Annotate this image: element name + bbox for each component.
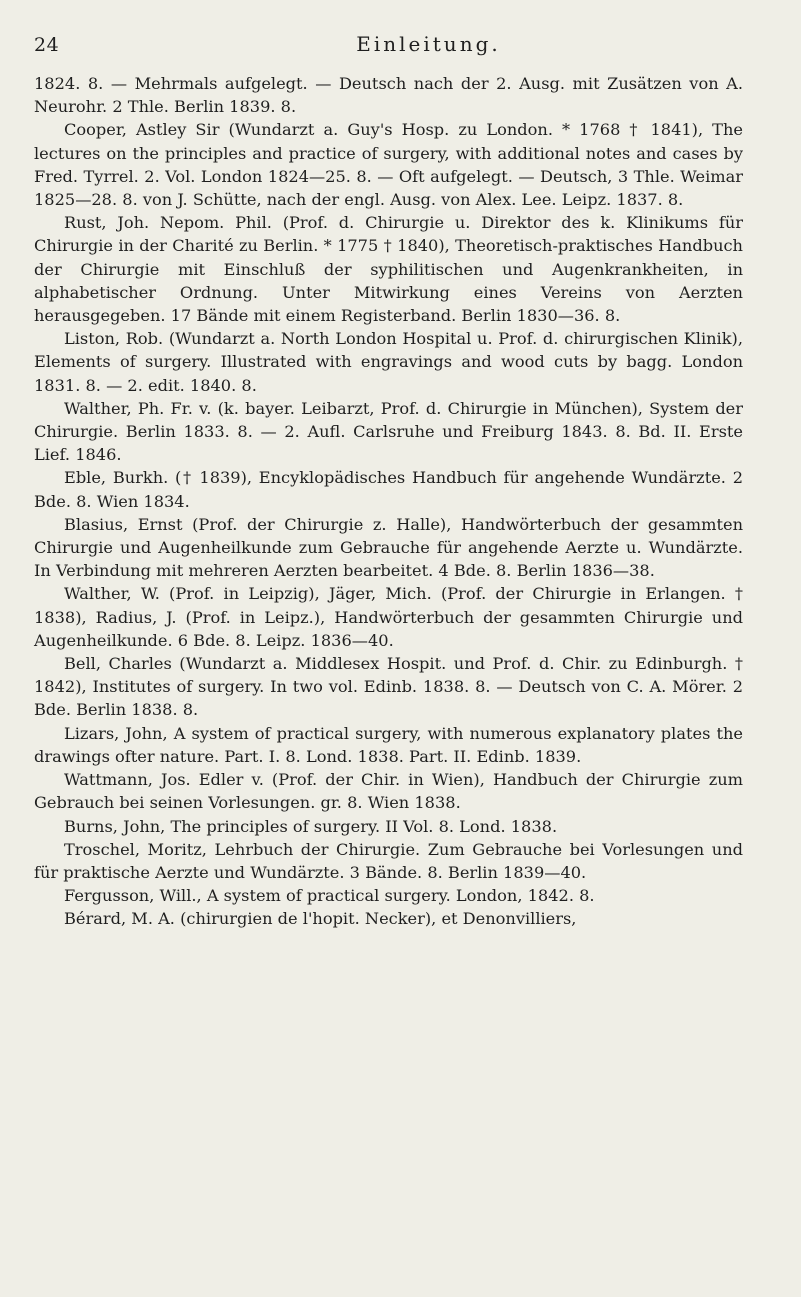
bibliography-entry: Troschel, Moritz, Lehrbuch der Chirurgie. Zum Gebrauche bei Vorlesungen und für praktische Aerzte und Wundärzte. 3 Bände. 8. Berlin 1839—40. [34, 839, 743, 882]
bibliography-entry: 1824. 8. — Mehrmals aufgelegt. — Deutsch nach der 2. Ausg. mit Zusätzen von A. Neurohr. 2 Thle. Berlin 1839. 8. [34, 74, 743, 117]
page-number: 24 [34, 34, 60, 56]
bibliography-entry: Blasius, Ernst (Prof. der Chirurgie z. Halle), Handwörterbuch der gesammten Chirurgie und Augenheilkunde zum Gebrauche für angehende Aerzte u. Wundärzte. In Verbindung mit mehreren Aerzten bearbeitet. 4 Bde. 8. Berlin 1836—38. [34, 514, 743, 581]
bibliography-entry: Walther, W. (Prof. in Leipzig), Jäger, Mich. (Prof. der Chirurgie in Erlangen. † 1838), Radius, J. (Prof. in Leipz.), Handwörterbuch der gesammten Chirurgie und Augenheilkunde. 6 Bde. 8. Leipz. 1836—40. [34, 584, 743, 650]
bibliography-entry: Burns, John, The principles of surgery. II Vol. 8. Lond. 1838. [64, 816, 558, 836]
bibliography-entry: Bell, Charles (Wundarzt a. Middlesex Hospit. und Prof. d. Chir. zu Edinburgh. † 1842), Institutes of surgery. In two vol. Edinb. 1838. 8. — Deutsch von C. A. Mörer. 2 Bde. Berlin 1838. 8. [34, 654, 743, 720]
bibliography-entry: Liston, Rob. (Wundarzt a. North London Hospital u. Prof. d. chirurgischen Klinik), Elements of surgery. Illustrated with engravings and wood cuts by bagg. London 1831. 8. — 2. edit. 1840. 8. [34, 329, 743, 395]
bibliography-entry: Walther, Ph. Fr. v. (k. bayer. Leibarzt, Prof. d. Chirurgie in München), System der Chirurgie. Berlin 1833. 8. — 2. Aufl. Carlsruhe und Freiburg 1843. 8. Bd. II. Erste Lief. 1846. [34, 398, 743, 465]
page-header [34, 24, 743, 60]
bibliography-entry: Bérard, M. A. (chirurgien de l'hopit. Necker), et Denonvilliers, [64, 909, 577, 929]
bibliography-entry: Lizars, John, A system of practical surgery, with numerous explanatory plates the drawings ofter nature. Part. I. 8. Lond. 1838. Part. II. Edinb. 1839. [34, 723, 743, 766]
running-title: Einleitung. [356, 32, 501, 56]
bibliography-entry: Cooper, Astley Sir (Wundarzt a. Guy's Hosp. zu London. * 1768 † 1841), The lectures on the principles and practice of surgery, with additional notes and cases by Fred. Tyrrel. 2. Vol. London 1824—25. 8. — Oft aufgelegt. — Deutsch, 3 Thle. Weimar 1825—28. 8. von J. Schütte, nach der engl. Ausg. von Alex. Lee. Leipz. 1837. 8. [34, 120, 743, 210]
bibliography-entry: Wattmann, Jos. Edler v. (Prof. der Chir. in Wien), Handbuch der Chirurgie zum Gebrauch bei seinen Vorlesungen. gr. 8. Wien 1838. [34, 770, 743, 813]
bibliography-list [34, 72, 743, 931]
bibliography-entry: Rust, Joh. Nepom. Phil. (Prof. d. Chirurgie u. Direktor des k. Klinikums für Chirurgie in der Charité zu Berlin. * 1775 † 1840), Theoretisch-praktisches Handbuch der Chirurgie mit Einschluß der syphilitischen und Augenkrankheiten, in alphabetischer Ordnung. Unter Mitwirkung eines Vereins von Aerzten herausgegeben. 17 Bände mit einem Registerband. Berlin 1830—36. 8. [34, 213, 743, 326]
bibliography-entry: Fergusson, Will., A system of practical surgery. London, 1842. 8. [64, 886, 595, 906]
bibliography-entry: Eble, Burkh. († 1839), Encyklopädisches Handbuch für angehende Wundärzte. 2 Bde. 8. Wien 1834. [34, 468, 743, 511]
